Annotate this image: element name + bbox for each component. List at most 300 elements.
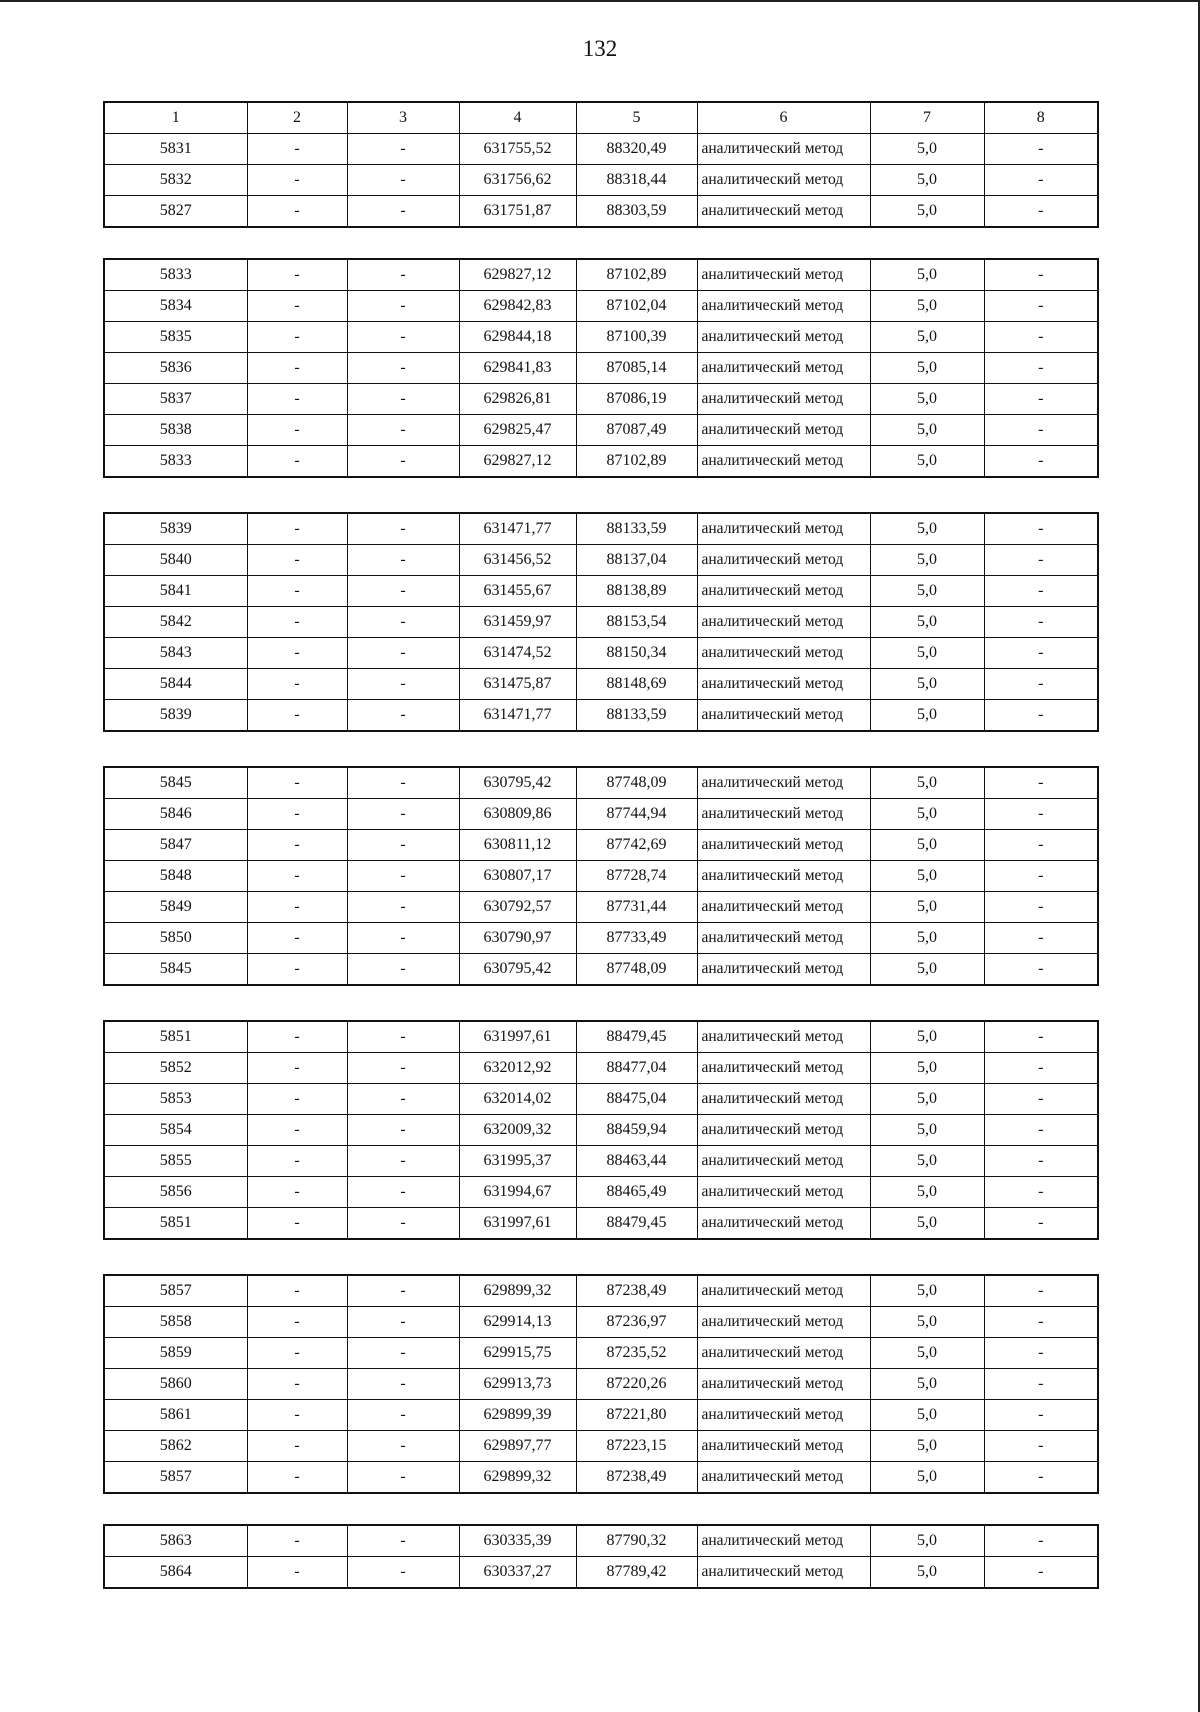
table-cell: 631455,67 — [459, 576, 576, 607]
table-row — [104, 513, 1098, 545]
table-cell: 5,0 — [870, 134, 984, 165]
table-cell: аналитический метод — [697, 1208, 870, 1240]
table-cell: - — [984, 322, 1098, 353]
table-cell: - — [247, 1400, 347, 1431]
table-cell: 629842,83 — [459, 291, 576, 322]
table-cell: - — [347, 513, 459, 545]
table-cell: аналитический метод — [697, 134, 870, 165]
table-cell: 5,0 — [870, 446, 984, 478]
table-cell: 5835 — [104, 322, 247, 353]
table-cell: 87790,32 — [576, 1525, 697, 1557]
table-cell: - — [247, 165, 347, 196]
table-cell: 87102,89 — [576, 259, 697, 291]
table-cell: - — [984, 259, 1098, 291]
table-cell: - — [247, 1208, 347, 1240]
table-cell: аналитический метод — [697, 830, 870, 861]
table-cell: 5838 — [104, 415, 247, 446]
table-row — [104, 1431, 1098, 1462]
table-cell: 5834 — [104, 291, 247, 322]
table-cell: 5,0 — [870, 607, 984, 638]
table-cell: 629914,13 — [459, 1307, 576, 1338]
table-cell: аналитический метод — [697, 1115, 870, 1146]
table-cell: аналитический метод — [697, 446, 870, 478]
table-cell: - — [247, 892, 347, 923]
table-cell: - — [347, 1431, 459, 1462]
table-cell: - — [984, 669, 1098, 700]
table-cell: - — [247, 700, 347, 732]
table-cell: - — [984, 1146, 1098, 1177]
table-cell: - — [247, 513, 347, 545]
table-cell: - — [247, 446, 347, 478]
table-cell: аналитический метод — [697, 545, 870, 576]
table-cell: 5,0 — [870, 767, 984, 799]
table-cell: - — [247, 861, 347, 892]
table-cell: - — [247, 576, 347, 607]
table-cell: аналитический метод — [697, 799, 870, 830]
table-cell: 5,0 — [870, 576, 984, 607]
table-cell: 5,0 — [870, 638, 984, 669]
table-row — [104, 1307, 1098, 1338]
table-cell: 629844,18 — [459, 322, 576, 353]
table-cell: 5857 — [104, 1275, 247, 1307]
table-cell: - — [984, 1431, 1098, 1462]
table-cell: 87744,94 — [576, 799, 697, 830]
table-row — [104, 767, 1098, 799]
table-cell: 87789,42 — [576, 1557, 697, 1589]
table-cell: 630792,57 — [459, 892, 576, 923]
table-cell: 630795,42 — [459, 767, 576, 799]
table-cell: 5,0 — [870, 545, 984, 576]
table-cell: - — [984, 446, 1098, 478]
table-cell: 87238,49 — [576, 1275, 697, 1307]
table-row — [104, 607, 1098, 638]
table-cell: 5845 — [104, 767, 247, 799]
table-cell: 631997,61 — [459, 1021, 576, 1053]
table-cell: 5859 — [104, 1338, 247, 1369]
table-cell: - — [247, 384, 347, 415]
table-cell: - — [347, 1115, 459, 1146]
table-cell: - — [247, 353, 347, 384]
table-cell: аналитический метод — [697, 1084, 870, 1115]
table-cell: 630811,12 — [459, 830, 576, 861]
table-cell: 632009,32 — [459, 1115, 576, 1146]
table-cell: 629841,83 — [459, 353, 576, 384]
table-cell: - — [347, 1400, 459, 1431]
table-cell: 88138,89 — [576, 576, 697, 607]
table-cell: 5843 — [104, 638, 247, 669]
table-cell: 5858 — [104, 1307, 247, 1338]
table-cell: аналитический метод — [697, 954, 870, 986]
table-cell: 5,0 — [870, 861, 984, 892]
table-cell: 631755,52 — [459, 134, 576, 165]
table-cell: аналитический метод — [697, 513, 870, 545]
table-cell: 631997,61 — [459, 1208, 576, 1240]
table-cell: 87731,44 — [576, 892, 697, 923]
table-cell: - — [247, 1525, 347, 1557]
table-row — [104, 830, 1098, 861]
table-cell: 5,0 — [870, 1369, 984, 1400]
table-cell: - — [247, 1115, 347, 1146]
table-cell: - — [347, 830, 459, 861]
table-cell: аналитический метод — [697, 1431, 870, 1462]
table-cell: - — [984, 196, 1098, 228]
table-cell: 5,0 — [870, 799, 984, 830]
table-cell: 630809,86 — [459, 799, 576, 830]
table-cell: - — [984, 1369, 1098, 1400]
table-row — [104, 545, 1098, 576]
table-cell: - — [347, 1462, 459, 1494]
table-cell: - — [984, 291, 1098, 322]
table-cell: - — [347, 767, 459, 799]
table-cell: 629826,81 — [459, 384, 576, 415]
table-cell: - — [247, 1431, 347, 1462]
table-cell: - — [247, 322, 347, 353]
table-cell: 629913,73 — [459, 1369, 576, 1400]
table-row — [104, 1462, 1098, 1494]
table-cell: аналитический метод — [697, 1525, 870, 1557]
table-row — [104, 954, 1098, 986]
table-cell: аналитический метод — [697, 291, 870, 322]
table-cell: 5864 — [104, 1557, 247, 1589]
table-cell: - — [347, 638, 459, 669]
coordinate-table — [103, 1524, 1099, 1589]
table-cell: 5,0 — [870, 415, 984, 446]
table-cell: 631994,67 — [459, 1177, 576, 1208]
table-cell: 5847 — [104, 830, 247, 861]
table-cell: 88318,44 — [576, 165, 697, 196]
table-cell: 87087,49 — [576, 415, 697, 446]
table-cell: - — [347, 669, 459, 700]
table-cell: 5860 — [104, 1369, 247, 1400]
table-cell: - — [984, 830, 1098, 861]
table-cell: аналитический метод — [697, 892, 870, 923]
table-cell: - — [347, 1338, 459, 1369]
page-frame-top — [0, 0, 1200, 2]
table-cell: 5836 — [104, 353, 247, 384]
table-cell: - — [347, 892, 459, 923]
table-row — [104, 799, 1098, 830]
table-cell: 630795,42 — [459, 954, 576, 986]
table-cell: 5,0 — [870, 1084, 984, 1115]
table-cell: аналитический метод — [697, 861, 870, 892]
table-cell: - — [347, 1275, 459, 1307]
table-cell: - — [984, 1177, 1098, 1208]
table-cell: аналитический метод — [697, 669, 870, 700]
table-cell: - — [347, 1208, 459, 1240]
table-cell: 5831 — [104, 134, 247, 165]
table-cell: 87238,49 — [576, 1462, 697, 1494]
table-cell: - — [347, 861, 459, 892]
table-cell: 88148,69 — [576, 669, 697, 700]
table-cell: 629899,32 — [459, 1462, 576, 1494]
table-row — [104, 196, 1098, 228]
table-cell: - — [347, 384, 459, 415]
table-cell: 5840 — [104, 545, 247, 576]
table-cell: аналитический метод — [697, 923, 870, 954]
table-row — [104, 1053, 1098, 1084]
table-cell: 5839 — [104, 513, 247, 545]
table-row — [104, 669, 1098, 700]
table-cell: аналитический метод — [697, 1177, 870, 1208]
table-cell: 632012,92 — [459, 1053, 576, 1084]
table-cell: аналитический метод — [697, 1021, 870, 1053]
table-row — [104, 1338, 1098, 1369]
table-cell: 87748,09 — [576, 767, 697, 799]
table-cell: - — [247, 638, 347, 669]
table-cell: 88133,59 — [576, 700, 697, 732]
table-cell: - — [347, 545, 459, 576]
table-cell: 630790,97 — [459, 923, 576, 954]
table-cell: 87220,26 — [576, 1369, 697, 1400]
table-cell: 5,0 — [870, 1525, 984, 1557]
column-header: 6 — [697, 102, 870, 134]
table-cell: - — [984, 700, 1098, 732]
table-cell: 5833 — [104, 259, 247, 291]
table-cell: - — [984, 923, 1098, 954]
table-cell: - — [984, 1275, 1098, 1307]
table-cell: - — [984, 1525, 1098, 1557]
table-cell: 631751,87 — [459, 196, 576, 228]
table-cell: - — [984, 1400, 1098, 1431]
table-row — [104, 700, 1098, 732]
table-row — [104, 134, 1098, 165]
coordinate-table — [103, 1274, 1099, 1494]
table-cell: 5855 — [104, 1146, 247, 1177]
table-cell: 629897,77 — [459, 1431, 576, 1462]
table-cell: 5854 — [104, 1115, 247, 1146]
table-cell: 87223,15 — [576, 1431, 697, 1462]
table-cell: аналитический метод — [697, 384, 870, 415]
table-cell: - — [247, 1021, 347, 1053]
table-cell: - — [247, 259, 347, 291]
table-cell: - — [247, 1462, 347, 1494]
table-cell: 5,0 — [870, 1021, 984, 1053]
table-cell: - — [247, 1557, 347, 1589]
table-row — [104, 892, 1098, 923]
table-cell: - — [247, 1146, 347, 1177]
table-cell: аналитический метод — [697, 607, 870, 638]
table-cell: 88479,45 — [576, 1208, 697, 1240]
table-cell: аналитический метод — [697, 259, 870, 291]
table-cell: 5852 — [104, 1053, 247, 1084]
table-cell: аналитический метод — [697, 1400, 870, 1431]
table-cell: - — [984, 1208, 1098, 1240]
table-cell: 5827 — [104, 196, 247, 228]
table-cell: - — [984, 1021, 1098, 1053]
table-cell: 87102,89 — [576, 446, 697, 478]
table-cell: 5832 — [104, 165, 247, 196]
table-cell: - — [984, 1462, 1098, 1494]
table-cell: 5862 — [104, 1431, 247, 1462]
table-row — [104, 165, 1098, 196]
table-cell: - — [347, 353, 459, 384]
table-row — [104, 259, 1098, 291]
table-cell: аналитический метод — [697, 1275, 870, 1307]
table-cell: 629915,75 — [459, 1338, 576, 1369]
table-cell: - — [347, 607, 459, 638]
table-cell: 629827,12 — [459, 259, 576, 291]
table-cell: 5,0 — [870, 1275, 984, 1307]
table-cell: - — [347, 322, 459, 353]
table-cell: 5863 — [104, 1525, 247, 1557]
table-cell: - — [984, 1307, 1098, 1338]
table-cell: 5,0 — [870, 923, 984, 954]
table-cell: - — [347, 446, 459, 478]
table-cell: 5,0 — [870, 196, 984, 228]
column-header: 7 — [870, 102, 984, 134]
table-cell: 88133,59 — [576, 513, 697, 545]
table-cell: 5,0 — [870, 1462, 984, 1494]
table-cell: 88459,94 — [576, 1115, 697, 1146]
table-cell: 631756,62 — [459, 165, 576, 196]
table-cell: - — [247, 1307, 347, 1338]
table-row — [104, 1021, 1098, 1053]
table-cell: - — [347, 576, 459, 607]
table-row — [104, 1369, 1098, 1400]
page-number: 132 — [582, 36, 618, 61]
table-cell: 5,0 — [870, 353, 984, 384]
table-cell: - — [984, 1338, 1098, 1369]
table-cell: аналитический метод — [697, 700, 870, 732]
table-cell: - — [984, 353, 1098, 384]
table-cell: 5,0 — [870, 513, 984, 545]
table-cell: 5,0 — [870, 954, 984, 986]
table-row — [104, 291, 1098, 322]
table-cell: - — [247, 415, 347, 446]
table-cell: - — [347, 1177, 459, 1208]
table-row — [104, 1525, 1098, 1557]
table-cell: 88479,45 — [576, 1021, 697, 1053]
table-cell: - — [984, 415, 1098, 446]
table-cell: 5,0 — [870, 165, 984, 196]
table-cell: 88320,49 — [576, 134, 697, 165]
table-row — [104, 1400, 1098, 1431]
table-cell: 5839 — [104, 700, 247, 732]
table-cell: - — [984, 513, 1098, 545]
table-cell: - — [347, 1021, 459, 1053]
table-cell: аналитический метод — [697, 353, 870, 384]
table-cell: - — [984, 165, 1098, 196]
table-cell: 5,0 — [870, 669, 984, 700]
table-cell: 5,0 — [870, 291, 984, 322]
table-cell: 5841 — [104, 576, 247, 607]
table-cell: - — [247, 1084, 347, 1115]
column-header: 5 — [576, 102, 697, 134]
table-cell: 5856 — [104, 1177, 247, 1208]
table-cell: аналитический метод — [697, 1146, 870, 1177]
table-cell: 5,0 — [870, 1177, 984, 1208]
table-cell: 5,0 — [870, 1146, 984, 1177]
table-cell: - — [347, 1557, 459, 1589]
table-cell: аналитический метод — [697, 322, 870, 353]
table-cell: - — [247, 954, 347, 986]
table-cell: - — [347, 1146, 459, 1177]
table-cell: - — [347, 923, 459, 954]
coordinate-table — [103, 512, 1099, 732]
table-cell: - — [984, 384, 1098, 415]
table-cell: 87733,49 — [576, 923, 697, 954]
table-cell: 87728,74 — [576, 861, 697, 892]
table-cell: аналитический метод — [697, 1369, 870, 1400]
table-cell: 5,0 — [870, 259, 984, 291]
table-cell: 5849 — [104, 892, 247, 923]
table-cell: аналитический метод — [697, 1338, 870, 1369]
table-cell: - — [347, 259, 459, 291]
table-cell: - — [984, 638, 1098, 669]
table-cell: 87102,04 — [576, 291, 697, 322]
table-cell: 5,0 — [870, 1208, 984, 1240]
table-cell: 631995,37 — [459, 1146, 576, 1177]
table-cell: - — [247, 1177, 347, 1208]
table-cell: 630807,17 — [459, 861, 576, 892]
table-cell: - — [984, 1557, 1098, 1589]
table-cell: 5,0 — [870, 322, 984, 353]
table-row — [104, 322, 1098, 353]
table-cell: - — [347, 134, 459, 165]
table-cell: - — [347, 165, 459, 196]
header-row — [104, 102, 1098, 134]
table-cell: 631471,77 — [459, 513, 576, 545]
table-cell: - — [247, 196, 347, 228]
table-cell: - — [247, 669, 347, 700]
column-header: 8 — [984, 102, 1098, 134]
table-cell: - — [347, 291, 459, 322]
table-cell: 632014,02 — [459, 1084, 576, 1115]
coordinate-table — [103, 1020, 1099, 1240]
table-cell: 629899,39 — [459, 1400, 576, 1431]
table-row — [104, 1115, 1098, 1146]
table-cell: 631471,77 — [459, 700, 576, 732]
table-cell: - — [247, 134, 347, 165]
table-cell: аналитический метод — [697, 165, 870, 196]
table-cell: 87236,97 — [576, 1307, 697, 1338]
column-header: 3 — [347, 102, 459, 134]
table-cell: - — [347, 1525, 459, 1557]
table-cell: 5851 — [104, 1021, 247, 1053]
table-cell: аналитический метод — [697, 767, 870, 799]
table-cell: - — [984, 892, 1098, 923]
table-cell: 5,0 — [870, 1307, 984, 1338]
table-cell: - — [347, 799, 459, 830]
table-cell: 5861 — [104, 1400, 247, 1431]
table-cell: - — [984, 1053, 1098, 1084]
table-cell: 87235,52 — [576, 1338, 697, 1369]
table-row — [104, 415, 1098, 446]
table-cell: - — [984, 1115, 1098, 1146]
table-cell: 87086,19 — [576, 384, 697, 415]
table-cell: 5,0 — [870, 1338, 984, 1369]
table-cell: - — [247, 607, 347, 638]
table-cell: 5853 — [104, 1084, 247, 1115]
table-cell: - — [984, 134, 1098, 165]
table-cell: аналитический метод — [697, 1462, 870, 1494]
table-cell: 630335,39 — [459, 1525, 576, 1557]
table-cell: аналитический метод — [697, 196, 870, 228]
table-cell: - — [984, 545, 1098, 576]
table-cell: - — [247, 830, 347, 861]
column-header: 2 — [247, 102, 347, 134]
table-row — [104, 861, 1098, 892]
table-cell: - — [984, 799, 1098, 830]
table-cell: 5,0 — [870, 384, 984, 415]
table-cell: 5848 — [104, 861, 247, 892]
table-cell: аналитический метод — [697, 1053, 870, 1084]
table-cell: - — [247, 1053, 347, 1084]
table-cell: - — [247, 1338, 347, 1369]
table-cell: - — [347, 415, 459, 446]
table-cell: 87221,80 — [576, 1400, 697, 1431]
table-row — [104, 1146, 1098, 1177]
